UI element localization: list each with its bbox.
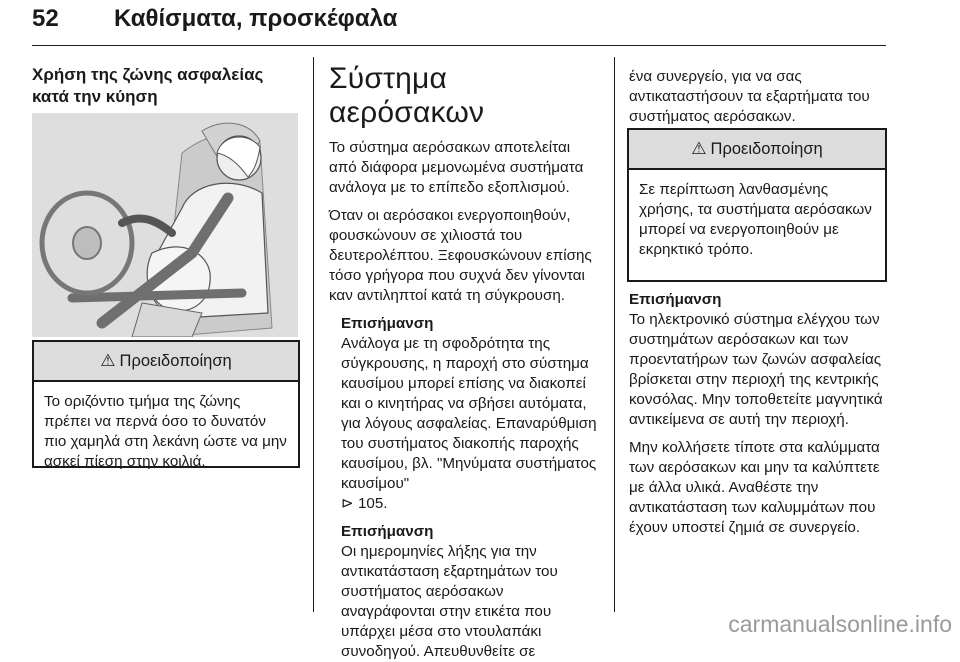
seatbelt-illustration-graphic xyxy=(32,113,298,337)
note-fuel-cutoff xyxy=(329,314,599,514)
section-heading-pregnancy: Χρήση της ζώνης ασφαλείας κατά την κύηση xyxy=(32,65,264,106)
warning-box-pregnancy xyxy=(32,340,300,468)
warning-text: Σε περίπτωση λανθασμένης χρήσης, τα συστήματα αερόσακων μπορεί να ενεργοποιηθούν με εκρηκτικό τρόπο. xyxy=(639,181,872,258)
note-title: Επισήμανση xyxy=(629,291,722,308)
note-control-unit xyxy=(629,290,891,430)
note-title: Επισήμανση xyxy=(341,523,434,540)
warning-box-airbags xyxy=(627,128,887,282)
warning-triangle-icon: ⚠ xyxy=(100,351,116,370)
airbag-deploy-paragraph: Όταν οι αερόσακοι ενεργοποιηθούν, φουσκώνουν σε χιλιοστά του δευτερολέπτου. Ξεφουσκώνουν επίσης τόσο γρήγορα που συχνά δεν γίνονται καν αντιληπτοί κατά τη σύγκρουση. xyxy=(329,207,592,304)
airbag-replacement-paragraph: ένα συνεργείο, για να σας αντικαταστήσουν τα εξαρτήματα του συστήματος αερόσακων. xyxy=(629,68,870,125)
warning-title: Προειδοποίηση xyxy=(710,139,823,158)
airbag-cover-paragraph: Μην κολλήσετε τίποτε στα καλύμματα των αερόσακων και μην τα καλύπτετε με άλλα υλικά. Αναθέστε την αντικατάσταση των καλυμμάτων που έχουν υποστεί ζημιά σε συνεργείο. xyxy=(629,439,880,536)
reference-arrow-icon: ⊳ xyxy=(341,495,354,512)
left-column xyxy=(32,64,302,108)
page-reference[interactable] xyxy=(341,494,599,514)
note-title: Επισήμανση xyxy=(341,315,434,332)
page-title: Καθίσματα, προσκέφαλα xyxy=(114,5,398,32)
warning-header xyxy=(34,342,298,382)
page-number: 52 xyxy=(32,5,59,32)
note-text: Ανάλογα με τη σφοδρότητα της σύγκρουσης, η παροχή στο σύστημα καυσίμου μπορεί επίσης να διακοπεί και ο κινητήρας να σβήσει αυτόματα, για λόγους ασφαλείας. Επαναρύθμιση του συστήματος διακοπής παροχής καυσίμου, βλ. "Μηνύματα συστήματος καυσίμου" xyxy=(341,335,597,492)
airbag-intro-paragraph: Το σύστημα αερόσακων αποτελείται από διάφορα μεμονωμένα συστήματα ανάλογα με το επίπεδο εξοπλισμού. xyxy=(329,139,584,196)
note-expiry-dates xyxy=(329,522,599,662)
header-rule xyxy=(32,45,886,46)
right-column-bottom xyxy=(629,290,891,546)
warning-text: Το οριζόντιο τμήμα της ζώνης πρέπει να περνά όσο το δυνατόν πιο χαμηλά στη λεκάνη ώστε να μην ασκεί πίεση στην κοιλιά. xyxy=(44,393,287,470)
pregnant-seatbelt-illustration xyxy=(32,113,298,337)
column-divider-left xyxy=(313,57,314,612)
warning-header xyxy=(629,130,885,170)
warning-triangle-icon: ⚠ xyxy=(691,139,707,158)
reference-page-link[interactable]: 105. xyxy=(357,495,388,512)
section-heading-airbags: Σύστημα αερόσακων xyxy=(329,62,485,129)
right-column-top xyxy=(629,67,891,135)
middle-column xyxy=(329,62,599,662)
warning-title: Προειδοποίηση xyxy=(119,351,232,370)
watermark: carmanualsonline.info xyxy=(728,611,952,637)
note-text: Οι ημερομηνίες λήξης για την αντικατάσταση εξαρτημάτων του συστήματος αερόσακων αναγράφονται στην ετικέτα που υπάρχει μέσα στο ντουλαπάκι συνοδηγού. Απευθυνθείτε σε xyxy=(341,543,558,660)
note-text: Το ηλεκτρονικό σύστημα ελέγχου των συστημάτων αερόσακων και των προεντατήρων των ζωνών ασφαλείας βρίσκεται στην περιοχή της κεντρικής κονσόλας. Μην τοποθετείτε μαγνητικά αντικείμενα σε αυτή την περιοχή. xyxy=(629,311,883,428)
column-divider-right xyxy=(614,57,615,612)
